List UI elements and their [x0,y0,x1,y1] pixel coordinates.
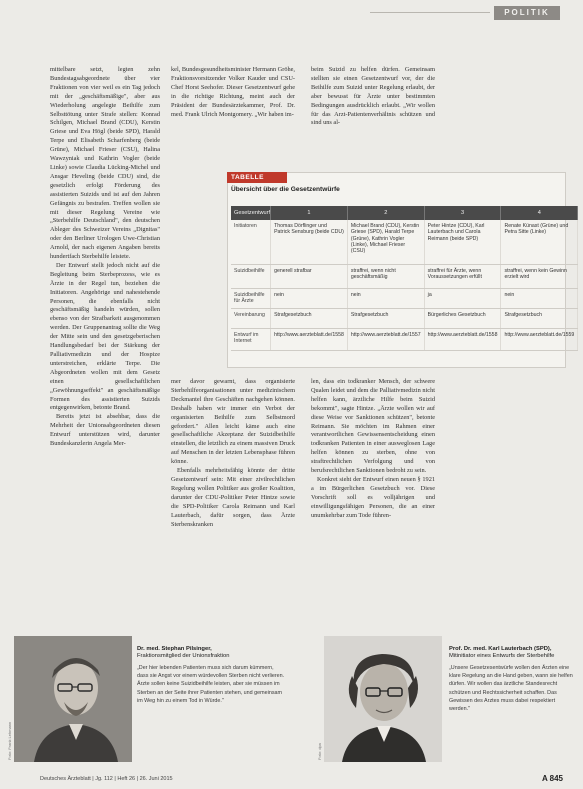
table-header-cell: Gesetzentwurf [231,206,271,220]
table-cell: straffrei für Ärzte, wenn Voraussetzungen erfüllt [424,264,501,288]
portrait-2-image [324,636,442,762]
portrait-photo [324,636,442,762]
table-link-cell[interactable]: http://www.aerzteblatt.de/1557 [347,328,424,350]
page-number: A 845 [541,774,563,783]
bio-role: Mitinitiator eines Entwurfs der Sterbehilfe [449,653,555,659]
table-cell: nein [501,288,578,308]
table-header-row [231,206,578,220]
page-footer [0,772,583,789]
article-paragraph: Bereits jetzt ist absehbar, dass die Mehrheit der Unionsabgeordneten diesen Entwurf unterstützen wird, darunter Bundeskanzlerin Angela Mer- [50,413,160,448]
article-paragraph: Der Entwurf stellt jedoch nicht auf die Begleitung beim Sterbeprozess, wie es Ärzte in der Regel tun, beziehen die Initiatoren. Angehörige und nahestehende Personen, die ebenfalls nicht geschäftsmäßig handeln würden, sollen ebenso von der Strafbarkeit ausgenommen werden. Der Gruppenantrag sollte die Weg der Mitte sein und den gesetzgeberischen Handlungsbedarf bei der Stärkung der Palliativmedizin und der Hospize unterstreichen, erklärte Terpe. Die Abgeordneten wollen mit dem Gesetz einen gesellschaftlichen „Gewöhnungseffekt" an geschäftsmäßige Formen des assistierten Suizids entgegenwirken, betonte Brand. [50,261,160,412]
article-column-2-top [171,66,295,170]
article-paragraph: len, dass ein todkranker Mensch, der schwere Qualen leidet und dem die Palliativmedizin nicht helfen kann, ärztliche Hilfe beim Suizid bekommt", sagte Hintze. „Ärzte wollen wir auf diese Weise vor Sanktionen schützen", betonte Reimann. Sie möchten im Rahmen einer verantwortlichen Gewissensentscheidung einen todkranken Patienten in einer ausweglosen Lage helfen können zu sterben, ohne von straftrechtlichen Verfolgung und von berufsrechtlichen Sanktionen bedroht zu sein. [311,378,435,475]
table-cell: Vereinbarung [231,308,271,328]
table-cell: Michael Brand (CDU), Kerstin Griese (SPD), Harald Terpe (Grüne), Kathrin Vogler (Linke), Michael Frieser (CSU) [347,220,424,264]
table-cell: Renate Künast (Grüne) und Petra Sitte (Linke) [501,220,578,264]
footer-publication: Deutsches Ärzteblatt | Jg. 112 | Heft 26 | 26. Juni 2015 [40,776,173,782]
table-header-cell: 2 [347,206,424,220]
table-row [231,308,578,328]
table-cell: Bürgerliches Gesetzbuch [424,308,501,328]
table-cell: nein [271,288,348,308]
table-cell: Strafgesetzbuch [347,308,424,328]
bio-role: Fraktionsmitglied der Unionsfraktion [137,653,230,659]
photo-credit: Foto: dpa [317,743,322,760]
section-label: POLITIK [494,6,560,20]
table-cell: Entwurf im Internet [231,328,271,350]
article-paragraph: mer davor gewarnt, dass organisierte Sterbehilfeorganisationen unter medizinischem Deckmantel ihre Geschäften nachgehen können. Deshalb haben wir immer ein Verbot der organisierten Beihilfe zum Selbstmord gefordert." Allen leicht käme auch eine gesellschaftliche Akzeptanz der Suizidbeihilfe einstellen, die letztlich zu einem massiven Druck auf Menschen in der letzten Lebensphase führen könne. [171,378,295,466]
table-link-cell[interactable]: http://www.aerzteblatt.de/1558 [424,328,501,350]
table-link-cell[interactable]: http://www.aerzteblatt.de/1559 [501,328,578,350]
table-header-cell: 4 [501,206,578,220]
table-cell: generell strafbar [271,264,348,288]
bio-name: Prof. Dr. med. Karl Lauterbach (SPD), [449,646,552,652]
table-cell: straffrei, wenn nicht geschäftsmäßig [347,264,424,288]
table-cell: Initiatoren [231,220,271,264]
comparison-table [231,206,578,351]
article-paragraph: beim Suizid zu helfen dürfen. Gemeinsam stellten sie einen Gesetzentwurf vor, der die Beihilfe zum Suizid unter Regelung erlaubt, der aber bewusst für Ärzte unter bestimmten Bedingungen ausdrücklich erlaubt. „Wir wollen für das Arzt-Patientenverhältnis schützen und sind uns al- [311,66,435,127]
article-paragraph: kel, Bundesgesundheitsminister Hermann Gröhe, Fraktionsvorsitzender Volker Kauder und CSU-Chef Horst Seehofer. Dieser Gesetzentwurf gehe in die richtige Richtung, meint auch der Präsident der Bundesärztekammer, Prof. Dr. med. Frank Ulrich Montgomery. „Wir haben im- [171,66,295,118]
table-title: Übersicht über die Gesetzentwürfe [231,186,340,193]
photo-credit: Foto: Frank Lehmann [7,721,12,760]
bio-box-2 [292,636,583,770]
table-link-cell[interactable]: http://www.aerzteblatt.de/1558 [271,328,348,350]
portrait-1-image [14,636,132,762]
bio-box-1 [0,636,290,770]
article-column-2-bottom [171,378,295,621]
table-header-cell: 1 [271,206,348,220]
portrait-photo [14,636,132,762]
table-cell: straffrei, wenn kein Gewinn erzielt wird [501,264,578,288]
table-cell: Suizidbeihilfe für Ärzte [231,288,271,308]
table-cell: Strafgesetzbuch [501,308,578,328]
table-label: TABELLE [227,172,287,183]
table-cell: Thomas Dörflinger und Patrick Sensburg (beide CDU) [271,220,348,264]
bio-quote: „Unsere Gesetzesentwürfe wollen den Ärzten eine klare Regelung an die Hand geben, wann sie helfen dürfen. Wir wollen das ärztliche Standesrecht schützen und Rechtssicherheit schaffen. Das Gewissen des Arztes muss dabei respektiert werden." [449,665,573,713]
page-header [0,0,583,30]
table-cell: ja [424,288,501,308]
table-header-cell: 3 [424,206,501,220]
table-cell: nein [347,288,424,308]
article-column-1 [50,66,160,621]
table-row [231,220,578,264]
table-cell: Suizidbeihilfe [231,264,271,288]
table-row [231,288,578,308]
table-row [231,264,578,288]
header-rule [370,12,490,13]
bio-quote: „Der hier lebenden Patienten muss sich darum kümmern, dass sie Angst vor einem würdevollen Sterben nicht verlieren. Ärzte sollen keine Suizidbeihilfe leisten, aber sie müssen im Sterben an der Seite ihrer Patienten stehen, und gemeinsam im Weg hin zu einem Tod in Würde." [137,665,285,704]
table-cell: Strafgesetzbuch [271,308,348,328]
article-column-3-bottom [311,378,435,621]
article-column-3-top [311,66,435,170]
article-paragraph: mittelbare setzt, legten zehn Bundestagsabgeordnete über vier Fraktionen von vier weil es ein Tag jedoch mit der „geschäftsmäßige", aber aus Wiederholung angelegte Beihilfe zum Selbsttötung unter Strafe stellen: Konrad Schilgen, Michael Brand (CDU), Kerstin Griese und Eva Högl (beide SPD), Harald Terpe und Elisabeth Scharfenberg (beide Grüne), Michael Frieser (CSU), Halina Wawzyniak und Kathrin Vogler (beide Linke) sowie Claudia Lücking-Michel und Ansgar Heveling (beide CDU) sind, die gesetzlich erfolgt Förderung des assistierten Suizids und ist auf den Jahren Gefängnis zu bestrafen. Treffen wollen sie mit dieser Regelung Vereine wie „Sterbehilfe Deutschland", den deutschen Ableger des Schweizer Vereins „Dignitas" oder den Berliner Urologen Uwe-Christian Arnold, der nach eigenen Angaben bereits hundertfach Sterbehilfe leistete. [50,66,160,261]
table-cell: Peter Hintze (CDU), Karl Lauterbach und Carola Reimann (beide SPD) [424,220,501,264]
bio-name: Dr. med. Stephan Pilsinger, [137,646,212,652]
article-paragraph: Ebenfalls mehrheitsfähig könnte der dritte Gesetzentwurf sein: Mit einer zivilrechtlichen Regelung wollen Politiker aus großer Koalition, darunter der CDU-Politiker Peter Hintze sowie die SPD-Politiker Carola Reimann und Karl Lauterbach, dafür sorgen, dass Ärzte Sterbenskranken [171,467,295,528]
table-row [231,328,578,350]
article-paragraph: Konkret sieht der Entwurf einen neuen § 1921 a im Bürgerlichen Gesetzbuch vor. Diese Vorschrift soll es volljährigen und einwilligungsfähigen Personen, die an einer unumkehrbar zum Tode führen- [311,475,435,519]
